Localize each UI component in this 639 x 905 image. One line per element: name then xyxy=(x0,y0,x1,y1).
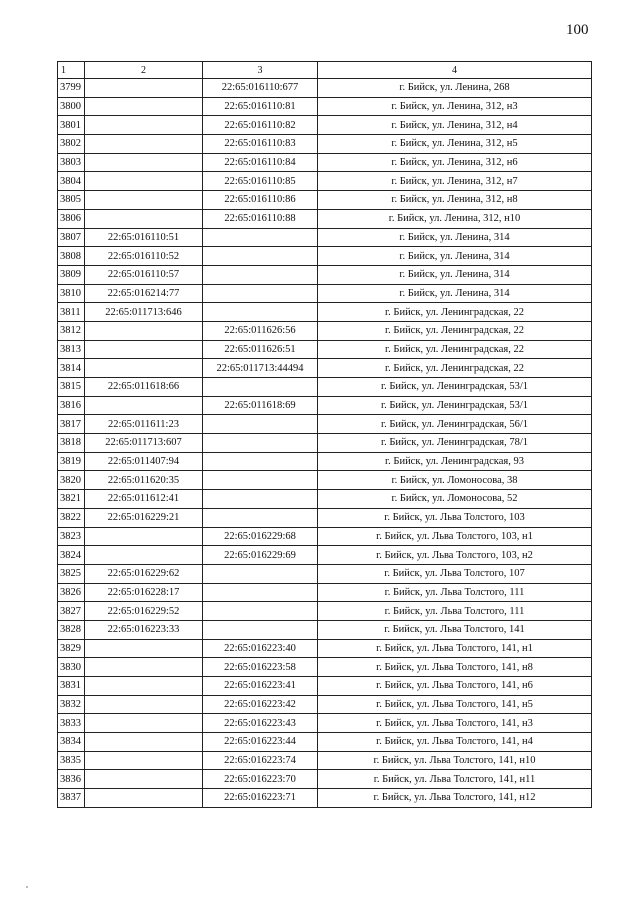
address-cell: г. Бийск, ул. Льва Толстого, 141, н4 xyxy=(318,733,592,752)
address-cell: г. Бийск, ул. Ленинградская, 56/1 xyxy=(318,415,592,434)
cadastral-number-premises-cell: 22:65:016223:70 xyxy=(203,770,318,789)
row-number-cell: 3808 xyxy=(58,247,85,266)
row-number-cell: 3800 xyxy=(58,97,85,116)
table-row xyxy=(58,527,592,546)
cadastral-number-cell xyxy=(85,751,203,770)
cadastral-number-cell xyxy=(85,658,203,677)
cadastral-number-cell xyxy=(85,396,203,415)
row-number-cell: 3807 xyxy=(58,228,85,247)
cadastral-number-cell: 22:65:011618:66 xyxy=(85,378,203,397)
address-cell: г. Бийск, ул. Ленина, 314 xyxy=(318,265,592,284)
address-cell: г. Бийск, ул. Льва Толстого, 103, н1 xyxy=(318,527,592,546)
address-cell: г. Бийск, ул. Ленина, 312, н5 xyxy=(318,135,592,154)
row-number-cell: 3834 xyxy=(58,733,85,752)
cadastral-number-premises-cell xyxy=(203,602,318,621)
cadastral-number-cell xyxy=(85,359,203,378)
table-row xyxy=(58,247,592,266)
address-cell: г. Бийск, ул. Льва Толстого, 141, н1 xyxy=(318,639,592,658)
cadastral-number-cell xyxy=(85,340,203,359)
cadastral-number-cell: 22:65:016110:52 xyxy=(85,247,203,266)
row-number-cell: 3816 xyxy=(58,396,85,415)
row-number-cell: 3802 xyxy=(58,135,85,154)
cadastral-number-cell xyxy=(85,789,203,808)
cadastral-number-cell: 22:65:011620:35 xyxy=(85,471,203,490)
address-cell: г. Бийск, ул. Ленинградская, 22 xyxy=(318,359,592,378)
row-number-cell: 3799 xyxy=(58,79,85,98)
address-cell: г. Бийск, ул. Ленинградская, 53/1 xyxy=(318,378,592,397)
table-row xyxy=(58,153,592,172)
address-cell: г. Бийск, ул. Ленина, 312, н7 xyxy=(318,172,592,191)
table-row xyxy=(58,378,592,397)
table-row xyxy=(58,620,592,639)
cadastral-number-cell xyxy=(85,527,203,546)
table-row xyxy=(58,396,592,415)
cadastral-number-cell xyxy=(85,770,203,789)
row-number-cell: 3804 xyxy=(58,172,85,191)
row-number-cell: 3817 xyxy=(58,415,85,434)
cadastral-number-cell: 22:65:016229:52 xyxy=(85,602,203,621)
cadastral-number-premises-cell xyxy=(203,508,318,527)
table-row xyxy=(58,265,592,284)
address-cell: г. Бийск, ул. Ленинградская, 22 xyxy=(318,321,592,340)
address-cell: г. Бийск, ул. Льва Толстого, 103, н2 xyxy=(318,546,592,565)
table-row xyxy=(58,508,592,527)
cadastral-number-cell: 22:65:011713:646 xyxy=(85,303,203,322)
table-row xyxy=(58,228,592,247)
cadastral-number-cell: 22:65:016214:77 xyxy=(85,284,203,303)
table-row xyxy=(58,209,592,228)
cadastral-number-premises-cell: 22:65:016223:41 xyxy=(203,677,318,696)
cadastral-number-premises-cell: 22:65:011618:69 xyxy=(203,396,318,415)
address-cell: г. Бийск, ул. Ломоносова, 38 xyxy=(318,471,592,490)
address-cell: г. Бийск, ул. Льва Толстого, 141, н11 xyxy=(318,770,592,789)
cadastral-number-premises-cell xyxy=(203,620,318,639)
table-row xyxy=(58,284,592,303)
row-number-cell: 3812 xyxy=(58,321,85,340)
address-cell: г. Бийск, ул. Ленинградская, 78/1 xyxy=(318,434,592,453)
cadastral-number-premises-cell: 22:65:016110:83 xyxy=(203,135,318,154)
column-header-1: 1 xyxy=(58,62,85,79)
table-row xyxy=(58,695,592,714)
row-number-cell: 3803 xyxy=(58,153,85,172)
row-number-cell: 3809 xyxy=(58,265,85,284)
cadastral-number-cell xyxy=(85,135,203,154)
row-number-cell: 3824 xyxy=(58,546,85,565)
table-row xyxy=(58,658,592,677)
cadastral-number-cell xyxy=(85,79,203,98)
row-number-cell: 3831 xyxy=(58,677,85,696)
cadastral-number-premises-cell xyxy=(203,247,318,266)
cadastral-number-cell xyxy=(85,546,203,565)
page-number: 100 xyxy=(566,22,589,38)
registry-table xyxy=(57,61,592,808)
address-cell: г. Бийск, ул. Льва Толстого, 141 xyxy=(318,620,592,639)
cadastral-number-cell xyxy=(85,733,203,752)
cadastral-number-premises-cell xyxy=(203,415,318,434)
row-number-cell: 3820 xyxy=(58,471,85,490)
address-cell: г. Бийск, ул. Ленина, 314 xyxy=(318,247,592,266)
row-number-cell: 3821 xyxy=(58,490,85,509)
cadastral-number-premises-cell: 22:65:011713:44494 xyxy=(203,359,318,378)
cadastral-number-premises-cell xyxy=(203,228,318,247)
row-number-cell: 3826 xyxy=(58,583,85,602)
scan-speck xyxy=(26,886,28,888)
cadastral-number-cell: 22:65:011612:41 xyxy=(85,490,203,509)
column-header-3: 3 xyxy=(203,62,318,79)
table-row xyxy=(58,471,592,490)
cadastral-number-cell xyxy=(85,321,203,340)
cadastral-number-cell xyxy=(85,695,203,714)
cadastral-number-cell xyxy=(85,116,203,135)
cadastral-number-cell xyxy=(85,209,203,228)
table-row xyxy=(58,359,592,378)
table-row xyxy=(58,639,592,658)
cadastral-number-premises-cell: 22:65:016223:74 xyxy=(203,751,318,770)
cadastral-number-premises-cell xyxy=(203,490,318,509)
row-number-cell: 3819 xyxy=(58,452,85,471)
row-number-cell: 3827 xyxy=(58,602,85,621)
row-number-cell: 3813 xyxy=(58,340,85,359)
row-number-cell: 3810 xyxy=(58,284,85,303)
table-row xyxy=(58,79,592,98)
cadastral-number-premises-cell: 22:65:016110:81 xyxy=(203,97,318,116)
cadastral-number-cell xyxy=(85,172,203,191)
cadastral-number-premises-cell xyxy=(203,434,318,453)
cadastral-number-cell: 22:65:011407:94 xyxy=(85,452,203,471)
cadastral-number-cell: 22:65:016228:17 xyxy=(85,583,203,602)
row-number-cell: 3811 xyxy=(58,303,85,322)
row-number-cell: 3823 xyxy=(58,527,85,546)
row-number-cell: 3825 xyxy=(58,564,85,583)
address-cell: г. Бийск, ул. Ленинградская, 22 xyxy=(318,303,592,322)
cadastral-number-premises-cell: 22:65:016229:69 xyxy=(203,546,318,565)
table-row xyxy=(58,677,592,696)
table-row xyxy=(58,751,592,770)
cadastral-number-premises-cell: 22:65:016110:84 xyxy=(203,153,318,172)
address-cell: г. Бийск, ул. Ленина, 312, н6 xyxy=(318,153,592,172)
row-number-cell: 3818 xyxy=(58,434,85,453)
cadastral-number-premises-cell: 22:65:016229:68 xyxy=(203,527,318,546)
row-number-cell: 3835 xyxy=(58,751,85,770)
cadastral-number-cell xyxy=(85,153,203,172)
cadastral-number-cell: 22:65:016229:21 xyxy=(85,508,203,527)
cadastral-number-premises-cell xyxy=(203,564,318,583)
table-row xyxy=(58,303,592,322)
table-row xyxy=(58,191,592,210)
address-cell: г. Бийск, ул. Льва Толстого, 141, н10 xyxy=(318,751,592,770)
cadastral-number-premises-cell xyxy=(203,265,318,284)
cadastral-number-premises-cell: 22:65:016223:42 xyxy=(203,695,318,714)
cadastral-number-premises-cell xyxy=(203,284,318,303)
cadastral-number-premises-cell: 22:65:016223:58 xyxy=(203,658,318,677)
cadastral-number-cell xyxy=(85,191,203,210)
address-cell: г. Бийск, ул. Льва Толстого, 141, н8 xyxy=(318,658,592,677)
row-number-cell: 3815 xyxy=(58,378,85,397)
row-number-cell: 3829 xyxy=(58,639,85,658)
row-number-cell: 3801 xyxy=(58,116,85,135)
column-header-4: 4 xyxy=(318,62,592,79)
cadastral-number-cell: 22:65:016223:33 xyxy=(85,620,203,639)
row-number-cell: 3828 xyxy=(58,620,85,639)
row-number-cell: 3822 xyxy=(58,508,85,527)
address-cell: г. Бийск, ул. Ленина, 314 xyxy=(318,228,592,247)
cadastral-number-premises-cell: 22:65:011626:51 xyxy=(203,340,318,359)
table-row xyxy=(58,415,592,434)
cadastral-number-premises-cell: 22:65:016110:677 xyxy=(203,79,318,98)
address-cell: г. Бийск, ул. Льва Толстого, 141, н3 xyxy=(318,714,592,733)
row-number-cell: 3832 xyxy=(58,695,85,714)
table-row xyxy=(58,172,592,191)
cadastral-number-premises-cell xyxy=(203,378,318,397)
cadastral-number-premises-cell: 22:65:016110:85 xyxy=(203,172,318,191)
table-row xyxy=(58,733,592,752)
table-row xyxy=(58,434,592,453)
address-cell: г. Бийск, ул. Ленина, 312, н8 xyxy=(318,191,592,210)
column-header-2: 2 xyxy=(85,62,203,79)
table-row xyxy=(58,452,592,471)
address-cell: г. Бийск, ул. Ленина, 312, н10 xyxy=(318,209,592,228)
table-row xyxy=(58,770,592,789)
cadastral-number-cell: 22:65:016229:62 xyxy=(85,564,203,583)
cadastral-number-premises-cell: 22:65:016110:88 xyxy=(203,209,318,228)
address-cell: г. Бийск, ул. Ленина, 312, н4 xyxy=(318,116,592,135)
table-row xyxy=(58,97,592,116)
cadastral-number-premises-cell: 22:65:016223:44 xyxy=(203,733,318,752)
row-number-cell: 3836 xyxy=(58,770,85,789)
table-body xyxy=(58,79,592,808)
address-cell: г. Бийск, ул. Льва Толстого, 111 xyxy=(318,583,592,602)
cadastral-number-premises-cell: 22:65:016223:71 xyxy=(203,789,318,808)
table-row xyxy=(58,583,592,602)
address-cell: г. Бийск, ул. Ленинградская, 93 xyxy=(318,452,592,471)
address-cell: г. Бийск, ул. Льва Толстого, 141, н12 xyxy=(318,789,592,808)
table-row xyxy=(58,340,592,359)
cadastral-number-premises-cell: 22:65:011626:56 xyxy=(203,321,318,340)
cadastral-number-cell: 22:65:016110:57 xyxy=(85,265,203,284)
address-cell: г. Бийск, ул. Льва Толстого, 141, н6 xyxy=(318,677,592,696)
row-number-cell: 3814 xyxy=(58,359,85,378)
table-row xyxy=(58,546,592,565)
cadastral-number-cell: 22:65:011611:23 xyxy=(85,415,203,434)
address-cell: г. Бийск, ул. Льва Толстого, 107 xyxy=(318,564,592,583)
cadastral-number-premises-cell: 22:65:016110:82 xyxy=(203,116,318,135)
row-number-cell: 3806 xyxy=(58,209,85,228)
cadastral-number-premises-cell: 22:65:016223:43 xyxy=(203,714,318,733)
address-cell: г. Бийск, ул. Ленина, 314 xyxy=(318,284,592,303)
cadastral-number-cell xyxy=(85,97,203,116)
cadastral-number-premises-cell: 22:65:016223:40 xyxy=(203,639,318,658)
address-cell: г. Бийск, ул. Льва Толстого, 111 xyxy=(318,602,592,621)
table-row xyxy=(58,135,592,154)
address-cell: г. Бийск, ул. Ломоносова, 52 xyxy=(318,490,592,509)
table-row xyxy=(58,321,592,340)
table-row xyxy=(58,490,592,509)
address-cell: г. Бийск, ул. Льва Толстого, 141, н5 xyxy=(318,695,592,714)
cadastral-number-cell xyxy=(85,639,203,658)
address-cell: г. Бийск, ул. Ленина, 268 xyxy=(318,79,592,98)
table-row xyxy=(58,564,592,583)
cadastral-number-cell: 22:65:016110:51 xyxy=(85,228,203,247)
cadastral-number-premises-cell xyxy=(203,303,318,322)
row-number-cell: 3833 xyxy=(58,714,85,733)
address-cell: г. Бийск, ул. Льва Толстого, 103 xyxy=(318,508,592,527)
address-cell: г. Бийск, ул. Ленина, 312, н3 xyxy=(318,97,592,116)
cadastral-number-cell: 22:65:011713:607 xyxy=(85,434,203,453)
cadastral-number-premises-cell xyxy=(203,471,318,490)
address-cell: г. Бийск, ул. Ленинградская, 53/1 xyxy=(318,396,592,415)
row-number-cell: 3805 xyxy=(58,191,85,210)
table-row xyxy=(58,789,592,808)
row-number-cell: 3830 xyxy=(58,658,85,677)
cadastral-number-premises-cell xyxy=(203,583,318,602)
table-row xyxy=(58,116,592,135)
cadastral-number-premises-cell xyxy=(203,452,318,471)
table-header-row xyxy=(58,62,592,79)
cadastral-number-cell xyxy=(85,714,203,733)
table-row xyxy=(58,602,592,621)
cadastral-number-premises-cell: 22:65:016110:86 xyxy=(203,191,318,210)
cadastral-number-cell xyxy=(85,677,203,696)
row-number-cell: 3837 xyxy=(58,789,85,808)
address-cell: г. Бийск, ул. Ленинградская, 22 xyxy=(318,340,592,359)
table-row xyxy=(58,714,592,733)
